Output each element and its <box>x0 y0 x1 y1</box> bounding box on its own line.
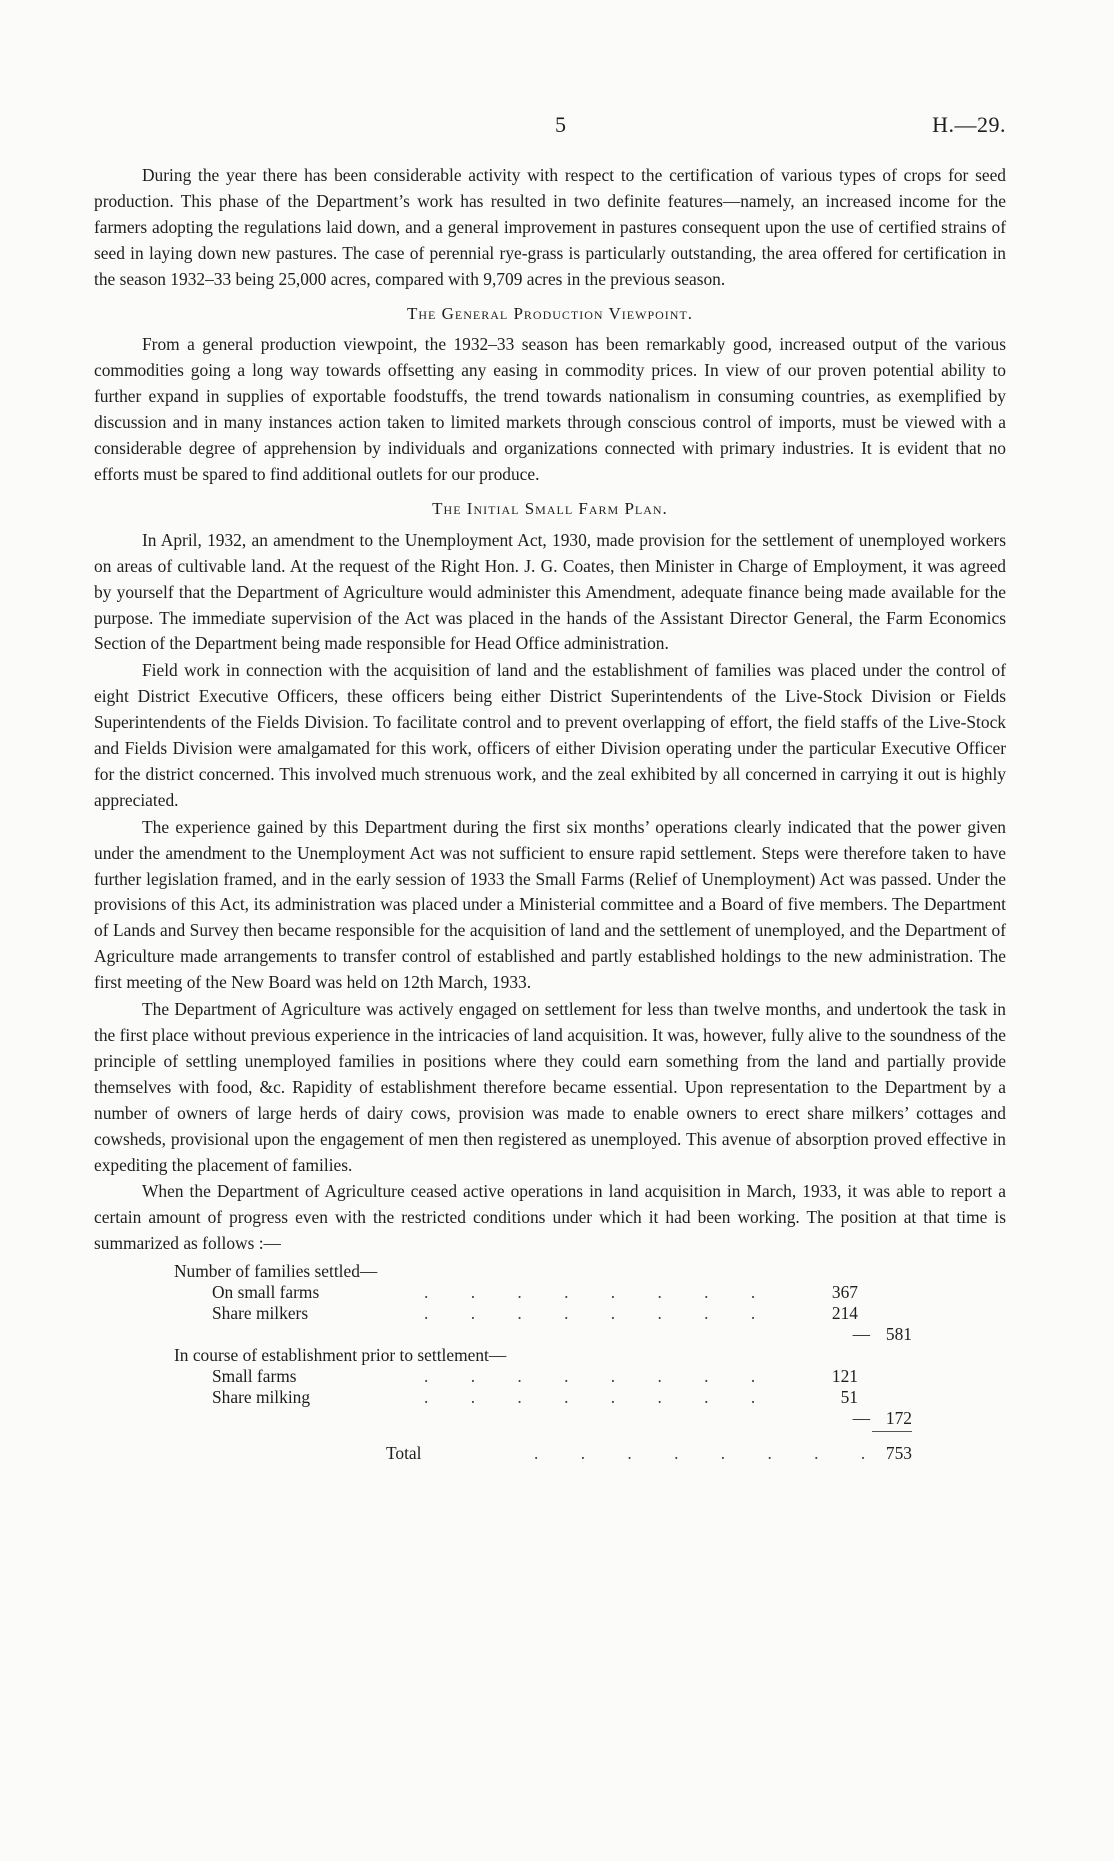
paragraph-summary-intro: When the Department of Agriculture ceased active operations in land acquisition in March, 1933, it was able to report a certain amount of progress even with the restricted conditions under which it had been working. The position at that time is summarized as follows :— <box>94 1181 1006 1254</box>
subtotal-dash: — <box>852 1408 870 1429</box>
summary-item-value: 51 <box>840 1387 858 1408</box>
summary-row <box>94 1387 1006 1408</box>
subtotal-dash: — <box>852 1324 870 1345</box>
summary-total-value: 753 <box>885 1443 912 1464</box>
leader-dots: . . . . . . . . <box>424 1366 775 1387</box>
paragraph-settlement: The Department of Agriculture was actively engaged on settlement for less than twelve months, and undertook the task in the first place without previous experience in the intricacies of land acquisition. It was, however, fully alive to the soundness of the principle of settling unemployed families in positions where they could earn something from the land and partially provide themselves with food, &c. Rapidity of establishment therefore became essential. Upon representation to the Department by a number of owners of large herds of dairy cows, provision was made to enable owners to erect share milkers’ cottages and cowsheds, provisional upon the engagement of men then registered as unemployed. This avenue of absorption proved effective in expediting the placement of families. <box>94 999 1006 1175</box>
paragraph-general-production: From a general production viewpoint, the 1932–33 season has been remarkably good, increased output of the various commodities going a long way towards offsetting any easing in commodity prices. In view of our proven potential ability to further expand in supplies of exportable foodstuffs, the trend towards nationalism in consuming countries, as exemplified by discussion and in many instances action taken to limited markets through conscious control of imports, must be viewed with a considerable degree of apprehension by individuals and organizations connected with primary industries. It is evident that no efforts must be spared to find additional outlets for our produce. <box>94 334 1006 484</box>
paragraph-amendment: In April, 1932, an amendment to the Unemployment Act, 1930, made provision for the settlement of unemployed workers on areas of cultivable land. At the request of the Right Hon. J. G. Coates, then Minister in Charge of Employment, it was agreed by yourself that the Department of Agriculture would administer this Amendment, adequate finance being made available for the purpose. The immediate supervision of the Act was placed in the hands of the Assistant Director General, the Farm Economics Section of the Department being made responsible for Head Office administration. <box>94 529 1006 654</box>
leader-dots: . . . . . . . . <box>424 1282 775 1303</box>
document-reference: H.—29. <box>932 112 1006 137</box>
summary-subtotal-row <box>94 1408 1006 1429</box>
summary-total-label: Total <box>386 1443 422 1464</box>
leader-dots: . . . . . . . . <box>424 1303 775 1324</box>
summary-item-label: Share milking <box>212 1387 311 1408</box>
summary-item-label: Share milkers <box>212 1303 309 1324</box>
leader-dots: . . . . . . . . <box>534 1443 885 1464</box>
page-header <box>0 112 1114 142</box>
summary-row <box>94 1366 1006 1387</box>
summary-total-row <box>94 1443 1006 1464</box>
summary-row <box>94 1303 1006 1324</box>
total-rule-row <box>94 1429 1006 1443</box>
summary-group-label: In course of establishment prior to settlement— <box>174 1345 507 1366</box>
summary-row <box>94 1282 1006 1303</box>
settlement-summary-table <box>94 1261 1006 1464</box>
summary-group-heading <box>94 1261 1006 1282</box>
summary-item-label: Small farms <box>212 1366 297 1387</box>
summary-group-label: Number of families settled— <box>174 1261 378 1282</box>
heading-small-farm-plan: The Initial Small Farm Plan. <box>432 498 668 518</box>
leader-dots: . . . . . . . . <box>424 1387 775 1408</box>
summary-item-value: 367 <box>831 1282 858 1303</box>
summary-item-label: On small farms <box>212 1282 320 1303</box>
summary-item-value: 121 <box>831 1366 858 1387</box>
heading-general-production: The General Production Viewpoint. <box>406 303 694 323</box>
summary-group-heading <box>94 1345 1006 1366</box>
paragraph-field-work: Field work in connection with the acquisition of land and the establishment of families was placed under the control of eight District Executive Officers, these officers being either District Superintendents of the Live-Stock Division or Fields Superintendents of the Fields Division. To facilitate control and to prevent overlapping of effort, the field staffs of the Live-Stock and Fields Division were amalgamated for this work, officers of either Division operating under the particular Executive Officer for the district concerned. This involved much strenuous work, and the zeal exhibited by all concerned in carrying it out is highly appreciated. <box>94 660 1006 810</box>
total-rule <box>872 1431 912 1432</box>
paragraph-seed-certification: During the year there has been considerable activity with respect to the certification of various types of crops for seed production. This phase of the Department’s work has resulted in two definite features—namely, an increased income for the farmers adopting the regulations laid down, and a general improvement in pastures consequent upon the use of certified strains of seed in laying down new pastures. The case of perennial rye-grass is particularly outstanding, the area offered for certification in the season 1932–33 being 25,000 acres, compared with 9,709 acres in the previous season. <box>94 165 1006 289</box>
summary-subtotal-value: 172 <box>885 1408 912 1429</box>
summary-subtotal-row <box>94 1324 1006 1345</box>
summary-subtotal-value: 581 <box>885 1324 912 1345</box>
body-text <box>94 163 1006 1464</box>
paragraph-experience: The experience gained by this Department during the first six months’ operations clearly indicated that the power given under the amendment to the Unemployment Act was not sufficient to ensure rapid settlement. Steps were therefore taken to have further legislation framed, and in the early session of 1933 the Small Farms (Relief of Unemployment) Act was passed. Under the provisions of this Act, its administration was placed under a Ministerial committee and a Board of five members. The Department of Lands and Survey then became responsible for the acquisition of land and the settlement of unemployed, and the Department of Agriculture made arrangements to transfer control of established and partly established holdings to the new administration. The first meeting of the New Board was held on 12th March, 1933. <box>94 816 1006 993</box>
page-number: 5 <box>555 112 566 137</box>
summary-item-value: 214 <box>831 1303 858 1324</box>
